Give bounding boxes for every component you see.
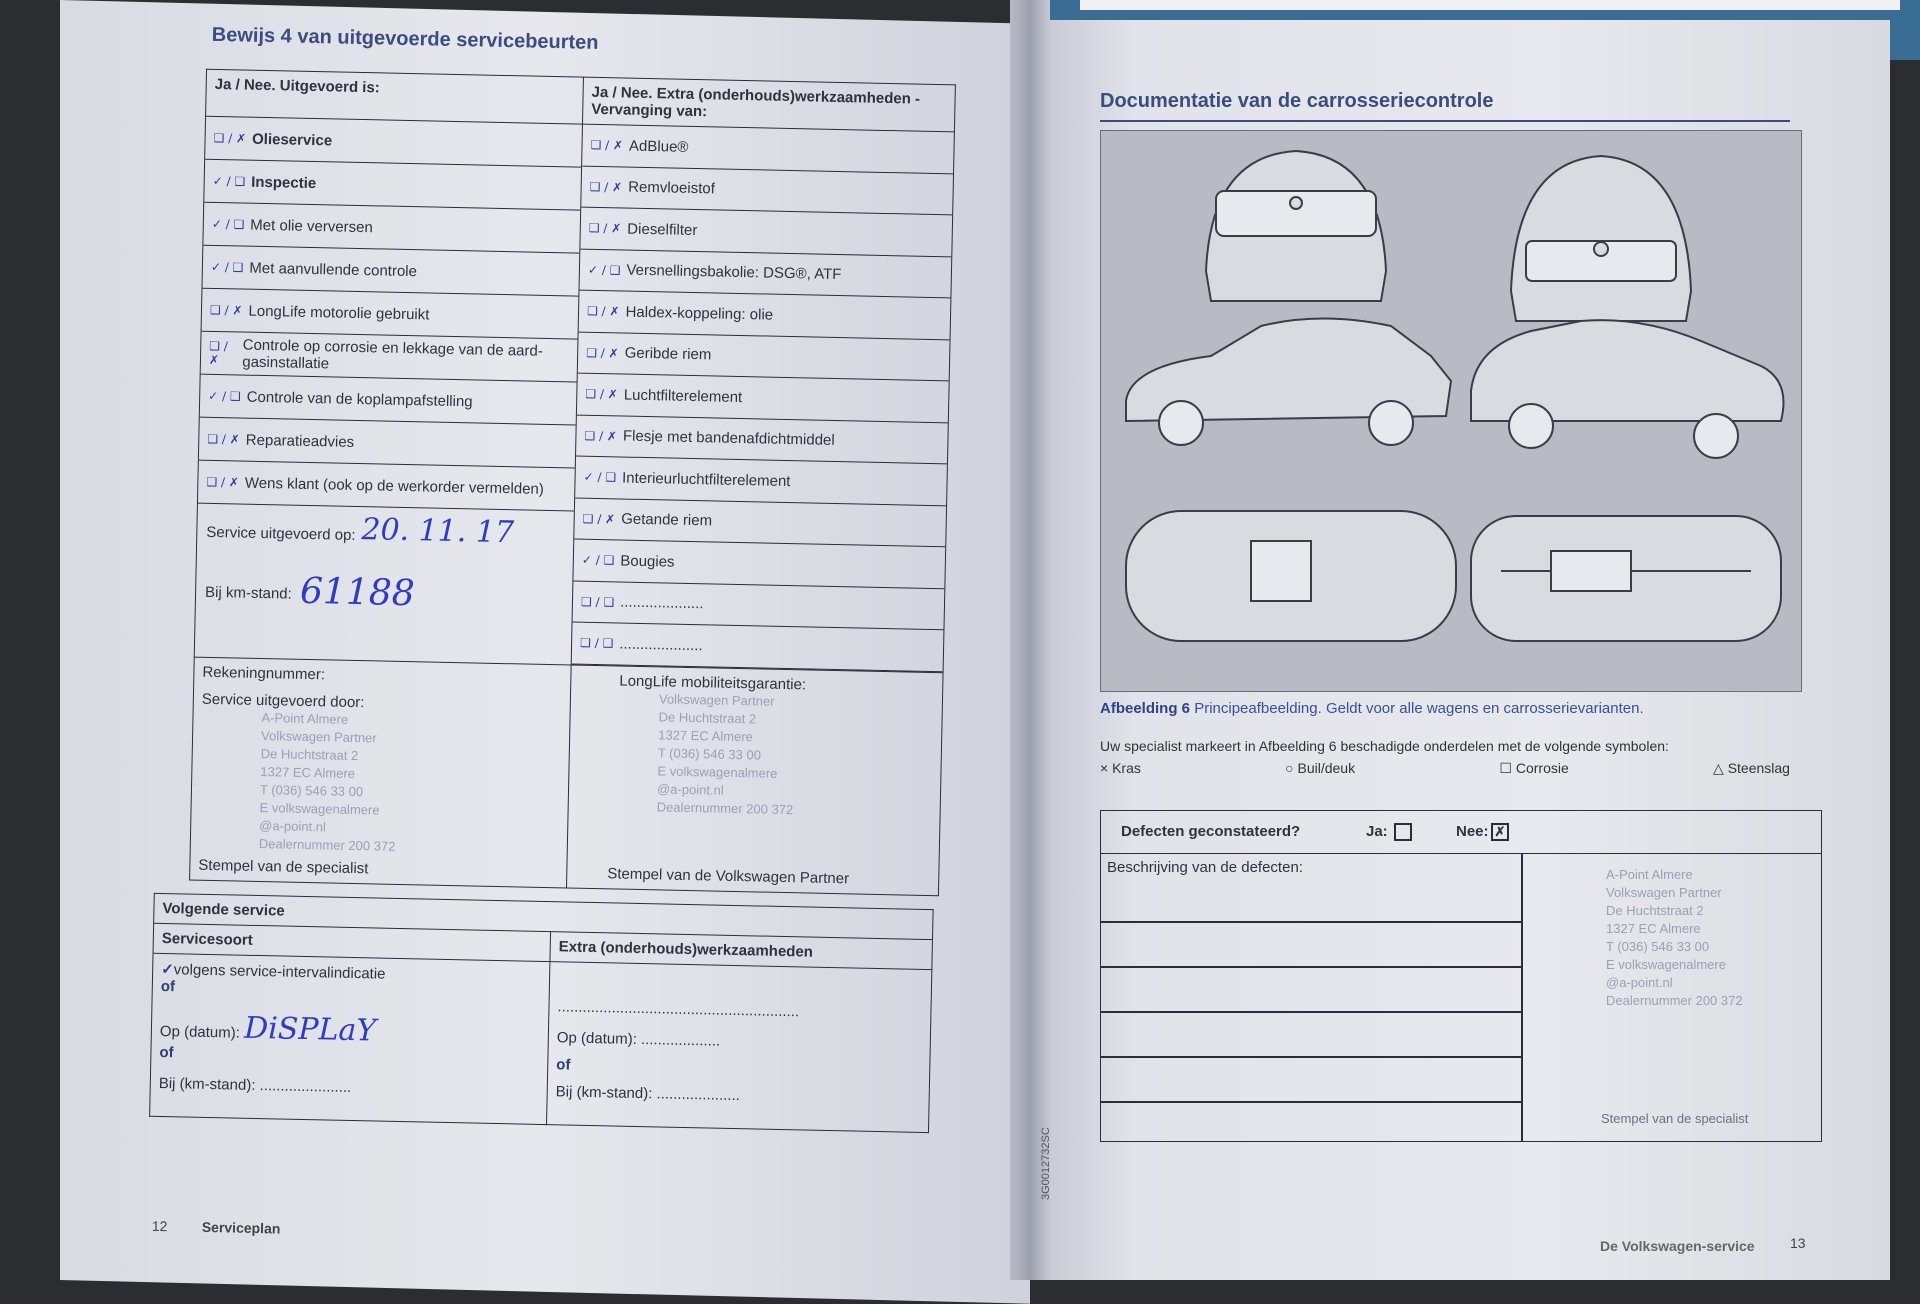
checkbox-pair[interactable]: ❑ / ✗ (588, 221, 622, 236)
right-title: Documentatie van de carrosseriecontrole (1100, 90, 1494, 112)
defect-line (1101, 1011, 1521, 1013)
checklist-label: Luchtfilterelement (623, 386, 743, 406)
stamp-line: T (036) 546 33 00 (1606, 939, 1710, 954)
checkbox-pair[interactable]: ❑ / ✗ (586, 304, 620, 319)
stamp-line: @a-point.nl (1606, 975, 1673, 990)
checklist-label: Dieselfilter (627, 220, 698, 239)
checkbox-pair[interactable]: ✓ / ❑ (211, 216, 245, 232)
checkbox-pair[interactable]: ✓ / ❑ (587, 262, 621, 278)
next-date-label: Op (datum): (159, 1022, 241, 1042)
checklist-label: Flesje met bandenafdichtmiddel (622, 427, 835, 450)
figure-caption (1100, 700, 1644, 717)
checkbox-pair[interactable]: ❑ / ✗ (590, 138, 624, 153)
stamp-line: T (036) 546 33 00 (657, 745, 762, 763)
car-views-illustration (1101, 131, 1801, 691)
right-page-content (1030, 20, 1890, 1280)
next-km-dots: Bij (km-stand): .................... (555, 1083, 741, 1105)
car-side-view-left (1126, 319, 1451, 446)
checklist-label: AdBlue® (628, 137, 689, 156)
stamp-line: A-Point Almere (1606, 867, 1693, 882)
checklist-label: Wens klant (ook op de werkorder vermelden) (244, 474, 545, 498)
stamp-line: De Huchtstraat 2 (1606, 903, 1704, 918)
checkbox-pair[interactable]: ❑ / ✗ (582, 511, 616, 527)
next-date-handwritten: DiSPLaY (243, 1010, 377, 1049)
checklist-label: Geribde riem (624, 344, 712, 364)
longlife-cell (566, 665, 943, 896)
checklist-label: Met aanvullende controle (249, 259, 418, 280)
col1-list (198, 117, 582, 512)
stamp-line: 1327 EC Almere (260, 764, 356, 781)
stamp-line: E volkswagenalmere (657, 763, 778, 781)
service-date-label: Service uitgevoerd op: (206, 523, 356, 544)
checkbox-pair[interactable]: ❑ / ✗ (206, 474, 240, 490)
legend-scratch: × Kras (1100, 760, 1141, 776)
checklist-label: LongLife motorolie gebruikt (248, 302, 430, 323)
car-underbody-view (1471, 516, 1781, 641)
checklist-label: Controle van de koplampafstelling (246, 388, 473, 410)
no-label: Nee: (1456, 823, 1489, 840)
checkbox-pair[interactable]: ✓ / ❑ (581, 552, 615, 568)
legend-stone-chip: △ Steenslag (1713, 760, 1790, 776)
yes-checkbox[interactable] (1394, 823, 1412, 841)
next-km-label: Bij (km-stand): ...................... (158, 1074, 352, 1096)
checklist-label: Interieurluchtfilterelement (621, 469, 791, 490)
car-side-view-right (1471, 320, 1784, 458)
stamp-line: Dealernummer 200 372 (1606, 993, 1743, 1008)
km-handwritten: 61188 (299, 570, 416, 615)
or-label-3: of (556, 1056, 571, 1074)
stamp-specialist-label: Stempel van de specialist (198, 856, 369, 878)
checklist-label: Remvloeistof (627, 178, 716, 198)
defects-question: Defecten geconstateerd? (1121, 823, 1301, 840)
checklist-label: Olieservice (251, 130, 333, 149)
checklist-row (572, 623, 944, 672)
damage-legend (1100, 760, 1790, 777)
invoice-label: Rekeningnummer: (202, 663, 326, 684)
check-mark-icon: ✓ (161, 960, 174, 979)
checklist-label: Getande riem (621, 510, 713, 530)
checkbox-pair[interactable]: ❑ / ✗ (209, 302, 243, 318)
left-title: Bewijs 4 van uitgevoerde servicebeurten (211, 23, 599, 54)
part-code: 3G0012732SC (1040, 1127, 1052, 1200)
stamp-line: T (036) 546 33 00 (259, 782, 364, 800)
stamp-line: Volkswagen Partner (658, 691, 775, 709)
service-table (189, 69, 956, 897)
next-service-table (149, 893, 934, 1133)
checkbox-pair[interactable]: ✓ / ❑ (212, 173, 246, 189)
car-rear-view (1206, 151, 1386, 301)
checkbox-pair[interactable]: ❑ / ❑ (579, 635, 614, 651)
checklist-label: Met olie verversen (250, 216, 374, 236)
paper-edge (1080, 0, 1900, 10)
defect-line (1101, 966, 1521, 968)
stamp-line: @a-point.nl (656, 781, 724, 798)
interval-label: volgens service-intervalindicatie (173, 961, 386, 983)
checklist-row (198, 461, 575, 512)
stamp-line: De Huchtstraat 2 (658, 709, 757, 727)
col2-list (572, 125, 954, 672)
checklist-label: Controle op corrosie en lekkage van de aard-gasinstallatie (242, 336, 544, 373)
checkbox-pair[interactable]: ❑ / ❑ (580, 594, 615, 610)
stamp-line: Dealernummer 200 372 (656, 799, 794, 818)
stamp-line: Dealernummer 200 372 (258, 836, 396, 854)
col2-cell (571, 124, 954, 673)
caption-number: Afbeelding 6 (1100, 700, 1191, 717)
next-service-title: Volgende service (154, 893, 933, 939)
yes-label: Ja: (1366, 823, 1388, 840)
stamp-line: Volkswagen Partner (1606, 885, 1722, 900)
checkbox-pair[interactable]: ✓ / ❑ (210, 259, 244, 275)
dealer-stamp (259, 709, 562, 859)
legend-dent: ○ Buil/deuk (1285, 760, 1356, 776)
caption-text: Principeafbeelding. Geldt voor alle wagens en carrosserievarianten. (1194, 700, 1644, 717)
checklist-label: .................... (619, 593, 704, 613)
service-type-label: Servicesoort (153, 923, 551, 961)
title-rule (1100, 120, 1790, 122)
defects-box (1100, 810, 1822, 1142)
checkbox-pair[interactable]: ✓ / ❑ (208, 388, 241, 404)
defects-divider (1521, 853, 1523, 1141)
checkbox-pair[interactable]: ❑ / ✗ (589, 179, 623, 195)
km-label: Bij km-stand: (204, 583, 292, 603)
checkbox-pair[interactable]: ❑ / ✗ (213, 130, 247, 146)
car-top-view (1126, 511, 1456, 641)
checklist-label: Inspectie (251, 173, 317, 192)
stamp-line: @a-point.nl (259, 818, 327, 835)
service-date-handwritten: 20. 11. 17 (361, 512, 515, 551)
right-section-name: De Volkswagen-service (1600, 1238, 1755, 1254)
right-stamp-label: Stempel van de specialist (1601, 1111, 1749, 1126)
longlife-label: LongLife mobiliteitsgarantie: (619, 672, 807, 694)
defects-header (1101, 811, 1821, 854)
stamp-line: De Huchtstraat 2 (260, 746, 359, 764)
next-date-dots: Op (datum): ................... (556, 1029, 721, 1050)
extra-dots: .......................................................... (557, 998, 800, 1021)
checklist-label: Haldex-koppeling: olie (625, 303, 774, 324)
legend-corrosion: ☐ Corrosie (1499, 760, 1569, 776)
checkbox-pair[interactable]: ❑ / ✗ (207, 431, 240, 447)
or-label-2: of (159, 1043, 174, 1062)
next-extra-cell (547, 962, 932, 1133)
checklist-label: Versnellingsbakolie: DSG®, ATF (626, 261, 842, 284)
checkbox-pair[interactable]: ❑ / ✗ (585, 386, 618, 402)
no-checkbox[interactable]: ✗ (1491, 823, 1509, 841)
checklist-label: Bougies (620, 552, 675, 571)
checklist-label: Reparatieadvies (245, 431, 355, 451)
checklist-label: .................... (619, 635, 703, 655)
checkbox-pair[interactable]: ❑ / ✗ (584, 428, 618, 444)
extra-works-label: Extra (onderhouds)werkzaamheden (550, 932, 933, 970)
left-page-number: 12 (151, 1217, 168, 1235)
stamp-line: A-Point Almere (261, 710, 349, 727)
stamp-line: 1327 EC Almere (1606, 921, 1701, 936)
stamp-line: E volkswagenalmere (259, 800, 380, 818)
col2-header: Ja / Nee. Extra (onderhouds)werkzaamheden - Vervanging van: (582, 77, 955, 132)
performed-by-cell (190, 657, 572, 888)
checkbox-pair[interactable]: ✓ / ❑ (583, 469, 617, 485)
defect-line (1101, 921, 1521, 923)
defect-line (1101, 1101, 1521, 1103)
or-label-1: of (160, 977, 176, 996)
car-front-view (1511, 156, 1691, 321)
marker-instruction: Uw specialist markeert in Afbeelding 6 beschadigde onderdelen met de volgende symbolen: (1100, 738, 1669, 754)
col1-header: Ja / Nee. Uitgevoerd is: (206, 69, 584, 124)
left-section-name: Serviceplan (201, 1218, 281, 1237)
next-service-type-cell (150, 953, 550, 1124)
description-label: Beschrijving van de defecten: (1107, 859, 1303, 876)
faded-dealer-stamp (1606, 866, 1743, 1010)
stamp-vw-label: Stempel van de Volkswagen Partner (607, 865, 850, 888)
performed-by-label: Service uitgevoerd door: (201, 690, 365, 712)
vw-stamp (657, 690, 935, 822)
defect-line (1101, 1056, 1521, 1058)
checkbox-pair[interactable]: ❑ / ✗ (586, 345, 619, 361)
right-page-number: 13 (1790, 1235, 1806, 1251)
stamp-line: E volkswagenalmere (1606, 957, 1726, 972)
checkbox-pair[interactable]: ❑ / ✗ (208, 338, 229, 368)
car-diagram-figure (1100, 130, 1802, 692)
stamp-line: 1327 EC Almere (658, 727, 754, 745)
stamp-line: Volkswagen Partner (260, 728, 377, 746)
